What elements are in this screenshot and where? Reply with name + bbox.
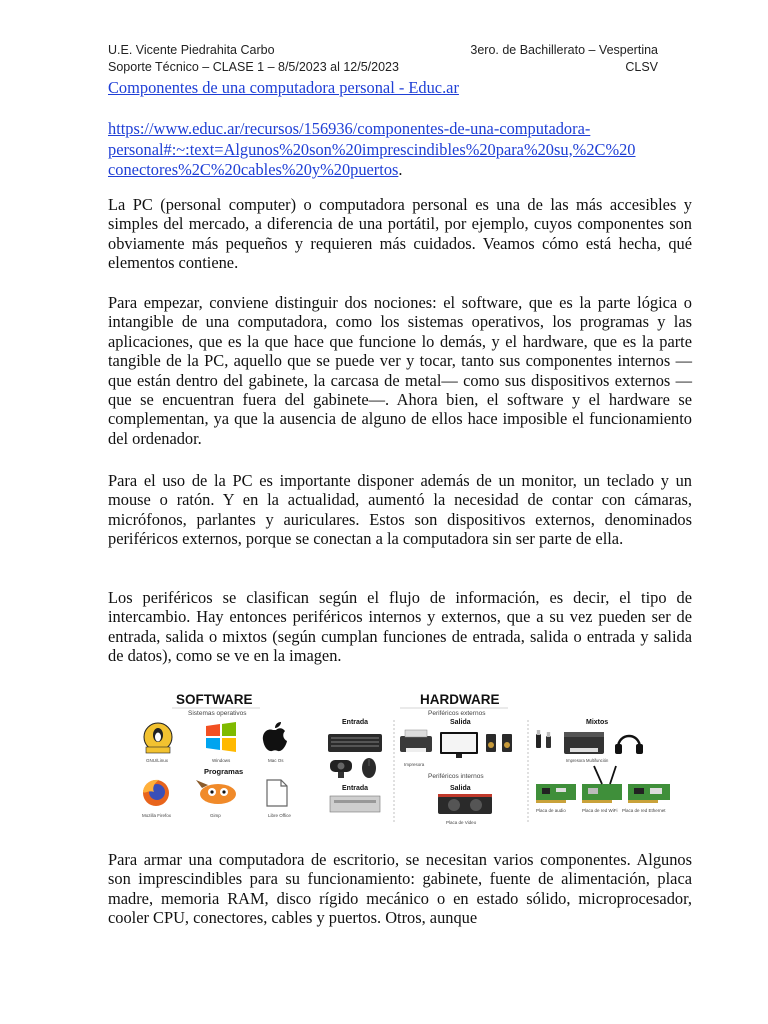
programs-label: Programas [204, 767, 244, 776]
header-subject: Soporte Técnico – CLASE 1 – 8/5/2023 al 12/5/2023 [108, 60, 399, 74]
internos-label: Periféricos internos [428, 773, 484, 780]
paragraph-intro: La PC (personal computer) o computadora personal es una de las más accesibles y simples del mercado, a diferencia de una portátil, por ejemplo, cuyos componentes son obviamente más pequeños y requieren más cuidados. Veamos cómo está hecha, qué elementos contiene. [108, 195, 692, 273]
paragraph-classification: Los periféricos se clasifican según el flujo de información, es decir, el tipo de intercambio. Hay entonces periféricos internos y externos, que a su vez pueden ser de entrada, salida o mixtos (según cumplan funciones de entrada, salida o entrada y salida de datos), como se ve en la imagen. [108, 588, 692, 666]
paragraph-software-hardware: Para empezar, conviene distinguir dos nociones: el software, que es la parte lógica o intangible de una computadora, como los sistemas operativos, los programas y las aplicaciones, que es la que hace que funcione lo demás, y el hardware, que es la parte tangible de la PC, aquello que se puede ver y tocar, tanto sus componentes internos —que están dentro del gabinete, la carcasa de metal— como sus dispositivos externos —que se encuentran fuera del gabinete—. Ahora bien, el software y el hardware se complementan, ya que la ausencia de alguno de ellos hace imposible el funcionamiento del ordenador. [108, 293, 692, 448]
wifi-card-icon [582, 766, 622, 803]
windows-label: Windows [212, 758, 231, 763]
mouse-icon [362, 758, 376, 778]
firefox-icon [143, 780, 169, 806]
salida-internal-label: Salida [450, 785, 471, 792]
url-trailing-period: . [398, 160, 403, 179]
header-row-1 [108, 42, 658, 59]
usb-drive-icon [536, 730, 551, 748]
software-hardware-figure [132, 684, 676, 832]
libreoffice-label: Libre Office [268, 813, 291, 818]
apple-icon [263, 722, 287, 751]
audio-card-label: Placa de audio [536, 808, 566, 813]
monitor-icon [440, 732, 478, 758]
hardware-subtitle: Periféricos externos [428, 710, 486, 717]
speakers-icon [486, 734, 512, 752]
ethernet-card-icon [628, 784, 670, 803]
header-school: U.E. Vicente Piedrahita Carbo [108, 43, 275, 57]
header-course: 3ero. de Bachillerato – Vespertina [470, 43, 658, 57]
libreoffice-icon [267, 780, 287, 806]
wifi-card-label: Placa de red WiFi [582, 808, 618, 813]
ethernet-card-label: Placa de red Ethernet [622, 808, 666, 813]
header-code: CLSV [625, 60, 658, 74]
printer-icon [400, 730, 432, 752]
paragraph-components: Para armar una computadora de escritorio, se necesitan varios componentes. Algunos son imprescindibles para su funcionamiento: gabinete, fuente de alimentación, placa madre, memoria RAM, disco rígido mecánico o en estado sólido, microprocesador, cooler CPU, conectores, cables y puertos. Otros, aunque [108, 850, 692, 928]
source-title-link[interactable]: Componentes de una computadora personal - Educ.ar [108, 78, 459, 97]
entrada-label: Entrada [342, 719, 369, 726]
keyboard-icon [328, 734, 382, 752]
software-subtitle: Sistemas operativos [188, 710, 247, 717]
video-card-icon [438, 794, 492, 814]
linux-icon [144, 723, 172, 753]
windows-icon [206, 722, 236, 752]
source-url-line-2[interactable]: personal#:~:text=Algunos%20son%20imprescindibles%20para%20su,%2C%20 [108, 139, 636, 159]
salida-label: Salida [450, 719, 471, 726]
header-row-2 [108, 59, 658, 76]
mixtos-label: Mixtos [586, 719, 609, 726]
headphones-icon [615, 736, 643, 754]
entrada-internal-label: Entrada [342, 785, 369, 792]
drive-icon [330, 796, 380, 812]
printer-label: Impresora [404, 762, 425, 767]
source-url [108, 119, 692, 181]
source-url-line-3[interactable]: conectores%2C%20cables%20y%20puertos [108, 160, 399, 179]
multifunction-label: Impresora Multifunción [566, 758, 609, 763]
gimp-label: Gimp [210, 813, 221, 818]
hardware-title: HARDWARE [420, 692, 500, 707]
macos-label: Mac Os [268, 758, 284, 763]
webcam-icon [330, 760, 352, 778]
gimp-icon [196, 780, 236, 804]
software-title: SOFTWARE [176, 692, 253, 707]
firefox-label: Mozilla Firefox [142, 813, 172, 818]
video-card-label: Placa de Video [446, 820, 477, 825]
paragraph-peripherals: Para el uso de la PC es importante disponer además de un monitor, un teclado y un mouse o ratón. Y en la actualidad, aumentó la necesidad de contar con cámaras, micrófonos, parlantes y auriculares. Estos son dispositivos externos, denominados periféricos externos, porque se conectan a la computadora sin ser parte de ella. [108, 471, 692, 549]
audio-card-icon [536, 784, 576, 803]
multifunction-printer-icon [564, 732, 604, 754]
figure-illustration [132, 684, 676, 832]
linux-label: GNU/Linux [146, 758, 169, 763]
source-url-line-1[interactable]: https://www.educ.ar/recursos/156936/componentes-de-una-computadora- [108, 119, 591, 138]
